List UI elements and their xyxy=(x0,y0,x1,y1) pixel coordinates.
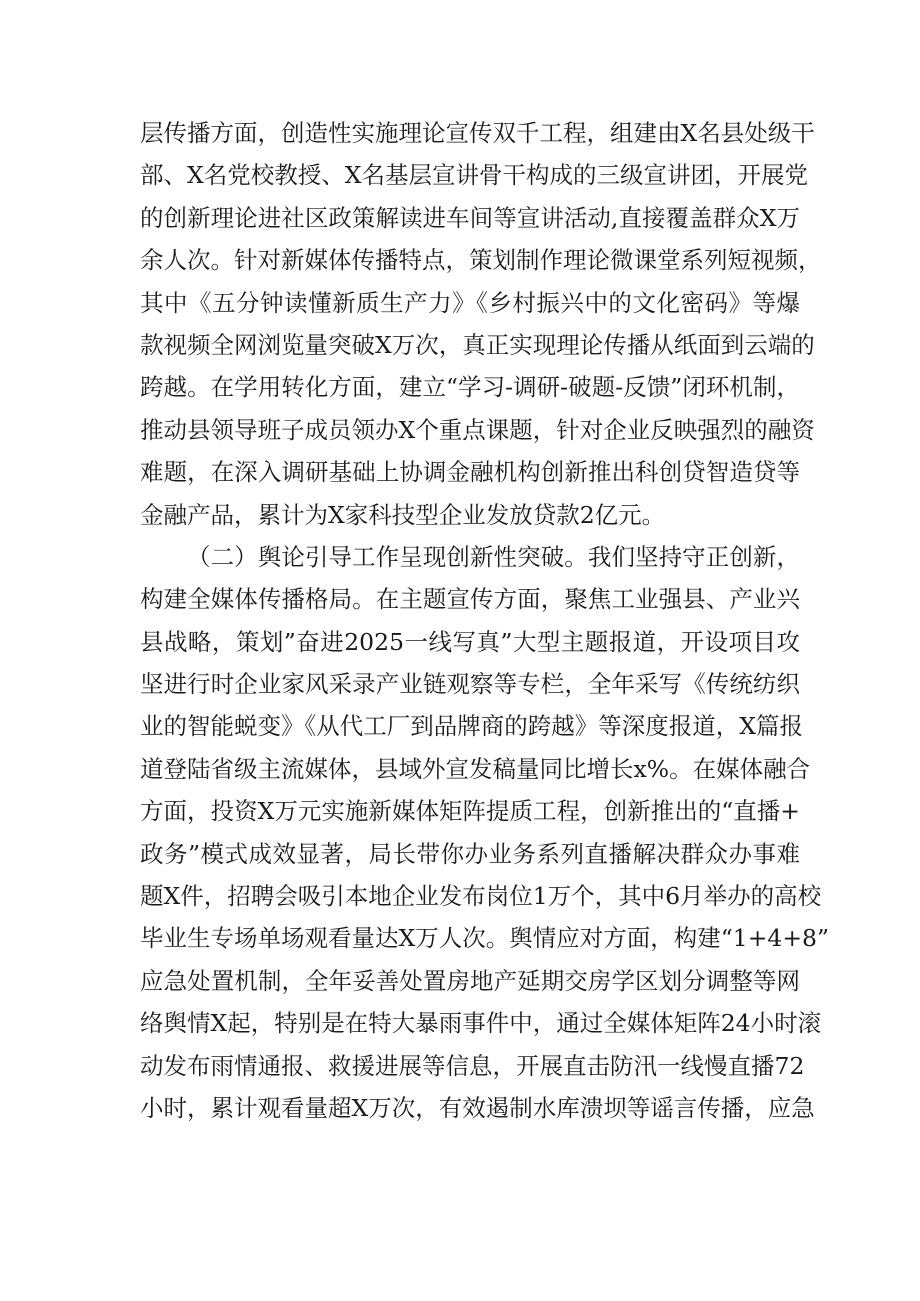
section-heading-line: （二）舆论引导工作呈现创新性突破。我们坚持守正创新， xyxy=(187,542,800,571)
text-line: 方面，投资X万元实施新媒体矩阵提质工程，创新推出的“直播+ xyxy=(140,797,800,826)
text-line: 动发布雨情通报、救援进展等信息，开展直击防汛一线慢直播72 xyxy=(140,1051,805,1080)
text-line: 部、X名党校教授、X名基层宣讲骨干构成的三级宣讲团，开展党 xyxy=(140,161,808,190)
text-line: 应急处置机制，全年妥善处置房地产延期交房学区划分调整等网 xyxy=(140,966,800,995)
text-line: 推动县领导班子成员领办X个重点课题，针对企业反映强烈的融资 xyxy=(140,415,815,444)
text-line: 毕业生专场单场观看量达X万人次。舆情应对方面，构建“1+4+8” xyxy=(140,924,829,953)
paragraph-2 xyxy=(140,536,829,1129)
text-line: 的创新理论进社区政策解读进车间等宣讲活动,直接覆盖群众X万 xyxy=(140,203,800,232)
text-line: 跨越。在学用转化方面，建立“学习-调研-破题-反馈”闭环机制， xyxy=(140,373,800,402)
text-line: 络舆情X起，特别是在特大暴雨事件中，通过全媒体矩阵24小时滚 xyxy=(140,1009,822,1038)
text-line: 县战略，策划”奋进2025一线写真”大型主题报道，开设项目攻 xyxy=(140,627,800,656)
text-line: 小时，累计观看量超X万次，有效遏制水库溃坝等谣言传播，应急 xyxy=(140,1093,815,1122)
text-line: 构建全媒体传播格局。在主题宣传方面，聚焦工业强县、产业兴 xyxy=(140,585,800,614)
text-line: 题X件，招聘会吸引本地企业发布岗位1万个，其中6月举办的高校 xyxy=(140,882,822,911)
text-line: 余人次。针对新媒体传播特点，策划制作理论微课堂系列短视频， xyxy=(140,246,822,275)
document-body xyxy=(140,112,829,1129)
text-line: 其中《五分钟读懂新质生产力》《乡村振兴中的文化密码》等爆 xyxy=(140,288,800,317)
text-line: 款视频全网浏览量突破X万次，真正实现理论传播从纸面到云端的 xyxy=(140,330,815,359)
text-line: 业的智能蜕变》《从代工厂到品牌商的跨越》等深度报道，X篇报 xyxy=(140,712,803,741)
text-line: 难题，在深入调研基础上协调金融机构创新推出科创贷智造贷等 xyxy=(140,458,800,487)
text-line: 道登陆省级主流媒体，县域外宣发稿量同比增长x%。在媒体融合 xyxy=(140,754,811,783)
text-line: 金融产品，累计为X家科技型企业发放贷款2亿元。 xyxy=(140,500,666,529)
text-line: 层传播方面，创造性实施理论宣传双千工程，组建由X名县处级干 xyxy=(140,119,815,147)
paragraph-1 xyxy=(140,112,822,536)
text-line: 政务”模式成效显著，局长带你办业务系列直播解决群众办事难 xyxy=(140,839,800,868)
text-line: 坚进行时企业家风采录产业链观察等专栏，全年采写《传统纺织 xyxy=(140,670,800,699)
